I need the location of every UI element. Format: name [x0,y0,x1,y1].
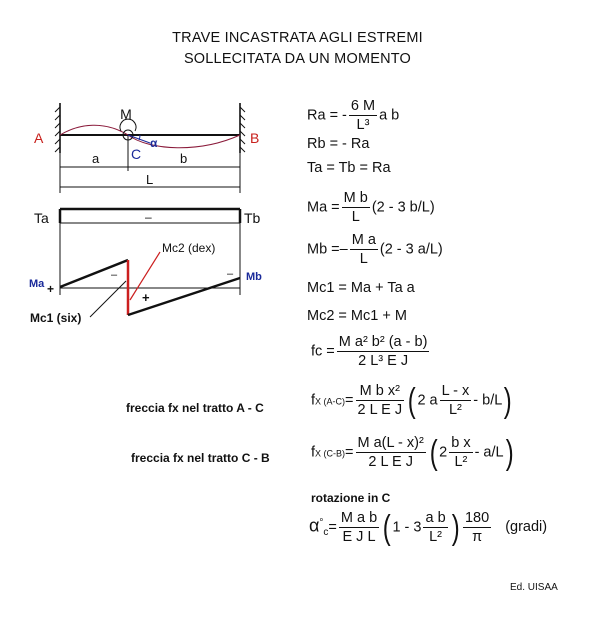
label-ta: Ta [34,210,49,226]
formula-mc2: Mc2 = Mc1 + M [307,308,407,324]
label-rotazione: rotazione in C [311,491,391,505]
plus-sign-left: + [47,282,55,296]
formula-freccia-ac: fX (A-C)= $\frac{\text{M b x²}}{\text{2 L E J}}$ ( 2 a $\frac{L - x}{\text{L²}}$ - b/L) [311,381,512,420]
edition-credit: Ed. UISAA [510,582,558,593]
label-mc2: Mc2 (dex) [162,241,216,255]
formula-ta: Ta = Tb = Ra [307,160,391,176]
label-alpha: α [150,136,158,150]
label-l-length: L [146,172,154,187]
label-b-support: B [250,130,260,146]
formula-ra: Ra = - $\frac{6 M}{\text{L³}}$ a b [307,98,400,133]
label-c: C [131,146,142,162]
minus-sign-left: – [111,269,118,281]
right-support [240,103,245,153]
plus-sign-mid: + [142,290,150,305]
label-m: M [120,106,132,122]
beam-diagram [0,95,295,330]
formula-fc: fc = $\frac{\text{M a² b² (a - b)}}{\text{2 L³ E J}}$ [311,334,428,369]
minus-sign-right: – [227,268,234,280]
label-mc1: Mc1 (six) [30,311,82,325]
label-a-length: a [92,151,100,166]
shear-sign: – [145,210,152,224]
formula-mb: Mb =– $\frac{\text{M a}}{L}$ (2 - 3 a/L) [307,232,443,267]
label-a-support: A [34,130,44,146]
label-mb: Mb [246,271,262,283]
title-line-1: TRAVE INCASTRATA AGLI ESTREMI [172,30,423,46]
moment-diagram [60,223,240,317]
formula-ma: Ma = $\frac{\text{M b}}{L}$ (2 - 3 b/L) [307,190,435,225]
label-freccia-cb: freccia fx nel tratto C - B [131,451,270,465]
label-freccia-ac: freccia fx nel tratto A - C [126,401,264,415]
label-ma: Ma [29,278,45,290]
formula-mc1: Mc1 = Ma + Ta a [307,280,415,296]
left-support [55,103,60,153]
formula-rb: Rb = - Ra [307,136,370,152]
formula-freccia-cb: fX (C-B)= $\frac{\text{M a(L - x)²}}{\text{2 L E J}}$ ( 2 $\frac{\text{b x}}{\text{L²}}$ - a/L) [311,433,514,472]
title-line-2: SOLLECITATA DA UN MOMENTO [183,51,412,67]
label-tb: Tb [244,210,261,226]
label-b-length: b [180,151,188,166]
formula-rotazione: $\alpha^\circ_c=$ $\frac{\text{M a b}}{\text{E J L}}$ ( 1 - 3 $\frac{\text{a b}}{\text{L²}}$ ) $\frac{180}{\pi}$ (gradi) [309,508,548,547]
